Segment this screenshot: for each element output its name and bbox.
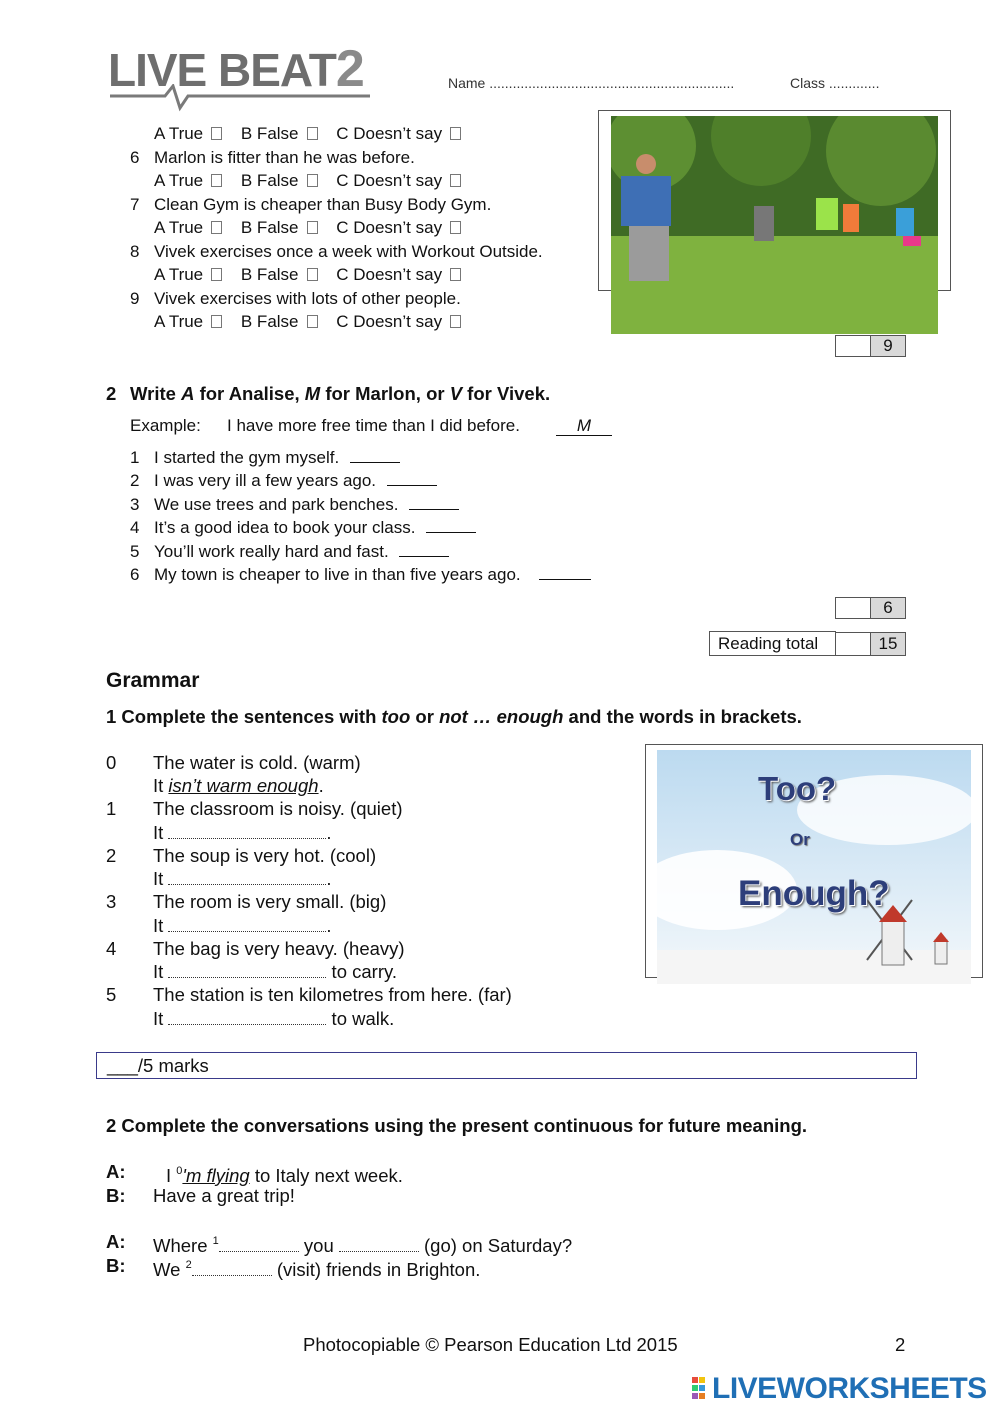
question-6-text: Marlon is fitter than he was before.: [154, 148, 415, 167]
conv-2-line-a: Where $^1$ you (go) on Saturday?: [153, 1235, 573, 1256]
task2-item-5-num: 5: [130, 542, 140, 561]
conv-1-line-b: Have a great trip!: [153, 1185, 295, 1206]
question-7-num: 7: [130, 195, 140, 214]
task2-item-3-num: 3: [130, 495, 140, 514]
task2-item-5: You’ll work really hard and fast.: [154, 541, 449, 563]
task2-item-3: We use trees and park benches.: [154, 494, 459, 516]
grammar-answer-2[interactable]: [168, 870, 326, 885]
grammar-item-4-answer-line: It to carry.: [153, 961, 398, 982]
answer-blank-2[interactable]: [387, 471, 437, 486]
name-field[interactable]: Name ...............................................................: [448, 75, 735, 91]
question-9-text: Vivek exercises with lots of other people.: [154, 289, 461, 308]
liveworksheets-brand: LIVEWORKSHEETS: [712, 1372, 987, 1405]
conv-1-speaker-a: A:: [106, 1161, 126, 1182]
score-input-task2[interactable]: [835, 597, 871, 619]
conv-1-line-a: I $^0$'m flying to Italy next week.: [166, 1165, 403, 1186]
options-row-6: A True B False C Doesn’t say: [154, 170, 463, 192]
copyright: Photocopiable © Pearson Education Ltd 2015: [303, 1334, 678, 1355]
reading-total-label: Reading total: [709, 631, 836, 656]
task2-item-1: I started the gym myself.: [154, 447, 400, 469]
image-text-or: Or: [790, 830, 810, 849]
grammar-item-3-sentence: The room is very small. (big): [153, 891, 387, 912]
example-text: I have more free time than I did before.: [227, 416, 520, 435]
grammar-item-2-num: 2: [106, 845, 117, 866]
grammar-answer-5[interactable]: [168, 1010, 326, 1025]
checkbox-doesnt-say-8[interactable]: [450, 268, 461, 281]
grammar-title: Grammar: [106, 669, 200, 692]
reading-total-input[interactable]: [835, 632, 871, 656]
grammar-item-4-num: 4: [106, 938, 117, 959]
question-8-num: 8: [130, 242, 140, 261]
answer-blank-3[interactable]: [409, 495, 459, 510]
options-row-5: A True B False C Doesn’t say: [154, 123, 463, 145]
task2-item-4-num: 4: [130, 518, 140, 537]
question-8-text: Vivek exercises once a week with Workout Outside.: [154, 242, 543, 261]
task2-item-4: It’s a good idea to book your class.: [154, 517, 476, 539]
page-number: 2: [895, 1334, 906, 1355]
park-exercise-photo: [611, 116, 938, 334]
answer-blank-5[interactable]: [399, 542, 449, 557]
score-max-task2: 6: [870, 597, 906, 619]
conv-answer-2[interactable]: [192, 1261, 272, 1276]
grammar-task2-instruction: 2 Complete the conversations using the present continuous for future meaning.: [106, 1115, 808, 1136]
task2-instruction: Write A for Analise, M for Marlon, or V for Vivek.: [130, 383, 551, 404]
answer-blank-4[interactable]: [426, 518, 476, 533]
conv-2-speaker-a: A:: [106, 1231, 126, 1252]
grammar-item-2-sentence: The soup is very hot. (cool): [153, 845, 377, 866]
liveworksheets-logo-icon: [692, 1377, 706, 1399]
checkbox-doesnt-say-5[interactable]: [450, 127, 461, 140]
grammar-item-5-answer-line: It to walk.: [153, 1008, 395, 1029]
checkbox-false-5[interactable]: [307, 127, 318, 140]
checkbox-doesnt-say-6[interactable]: [450, 174, 461, 187]
checkbox-doesnt-say-7[interactable]: [450, 221, 461, 234]
grammar-item-5-num: 5: [106, 984, 117, 1005]
score-input-task1[interactable]: [835, 335, 871, 357]
question-6-num: 6: [130, 148, 140, 167]
score-max-task1: 9: [870, 335, 906, 357]
grammar-item-3-num: 3: [106, 891, 117, 912]
grammar-item-2-answer-line: It .: [153, 868, 332, 889]
heartbeat-line-icon: [110, 84, 370, 112]
checkbox-doesnt-say-9[interactable]: [450, 315, 461, 328]
image-text-enough: Enough?: [738, 874, 890, 913]
grammar-item-1-sentence: The classroom is noisy. (quiet): [153, 798, 403, 819]
grammar-item-0-sentence: The water is cold. (warm): [153, 752, 361, 773]
options-row-9: A True B False C Doesn’t say: [154, 311, 463, 333]
task2-item-2-num: 2: [130, 471, 140, 490]
conv-2-line-b: We $^2$ (visit) friends in Brighton.: [153, 1259, 481, 1280]
checkbox-true-6[interactable]: [211, 174, 222, 187]
example-answer: M: [556, 415, 612, 436]
checkbox-false-8[interactable]: [307, 268, 318, 281]
task2-item-6: My town is cheaper to live in than five years ago.: [154, 564, 591, 586]
grammar-item-0-answer-line: It isn’t warm enough.: [153, 775, 324, 796]
grammar-task1-instruction: 1 Complete the sentences with too or not … enough and the words in brackets.: [106, 706, 802, 727]
grammar-answer-3[interactable]: [168, 917, 326, 932]
checkbox-true-9[interactable]: [211, 315, 222, 328]
class-field[interactable]: Class .............: [790, 75, 880, 91]
checkbox-true-7[interactable]: [211, 221, 222, 234]
live-beat-logo: LIVE BEAT2: [108, 40, 364, 98]
question-7-text: Clean Gym is cheaper than Busy Body Gym.: [154, 195, 492, 214]
reading-total-max: 15: [870, 632, 906, 656]
grammar-item-0-num: 0: [106, 752, 117, 773]
grammar-item-1-answer-line: It .: [153, 822, 332, 843]
grammar-item-3-answer-line: It .: [153, 915, 332, 936]
options-row-7: A True B False C Doesn’t say: [154, 217, 463, 239]
answer-blank-6[interactable]: [539, 565, 591, 580]
question-9-num: 9: [130, 289, 140, 308]
grammar-item-4-sentence: The bag is very heavy. (heavy): [153, 938, 405, 959]
conv-answer-1b[interactable]: [339, 1237, 419, 1252]
checkbox-true-5[interactable]: [211, 127, 222, 140]
conv-answer-1a[interactable]: [219, 1237, 299, 1252]
checkbox-false-7[interactable]: [307, 221, 318, 234]
options-row-8: A True B False C Doesn’t say: [154, 264, 463, 286]
grammar-item-1-num: 1: [106, 798, 117, 819]
task2-item-1-num: 1: [130, 448, 140, 467]
checkbox-false-6[interactable]: [307, 174, 318, 187]
grammar-answer-4[interactable]: [168, 963, 326, 978]
task2-number: 2: [106, 383, 117, 404]
grammar-answer-1[interactable]: [168, 824, 326, 839]
answer-blank-1[interactable]: [350, 448, 400, 463]
conv-1-speaker-b: B:: [106, 1185, 126, 1206]
conv-2-speaker-b: B:: [106, 1255, 126, 1276]
image-text-too: Too?: [758, 770, 837, 807]
grammar-item-5-sentence: The station is ten kilometres from here. (far): [153, 984, 512, 1005]
example-label: Example:: [130, 416, 201, 435]
task2-item-6-num: 6: [130, 565, 140, 584]
checkbox-false-9[interactable]: [307, 315, 318, 328]
task2-item-2: I was very ill a few years ago.: [154, 470, 437, 492]
marks-box[interactable]: ___/5 marks: [96, 1052, 917, 1079]
checkbox-true-8[interactable]: [211, 268, 222, 281]
